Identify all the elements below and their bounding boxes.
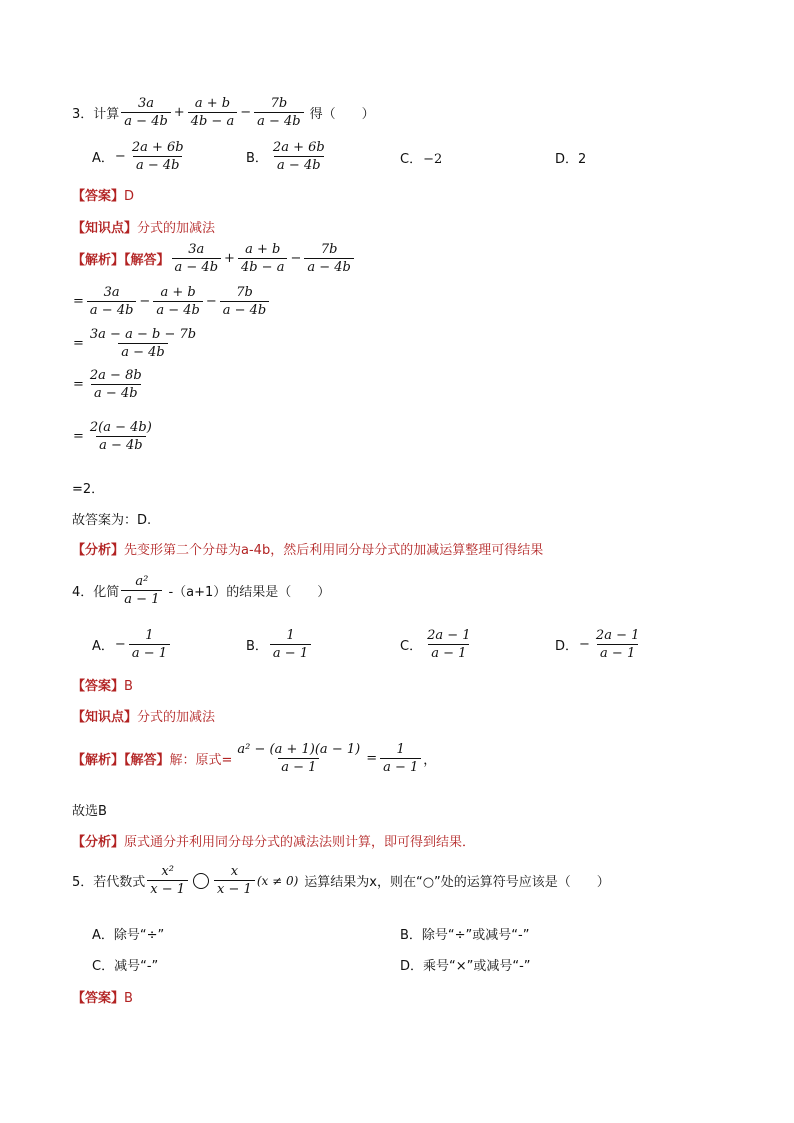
q3-option-d: D．2 — [555, 152, 587, 167]
q4-conclusion: 故选B — [72, 804, 107, 819]
q3-conclusion: 故答案为：D. — [72, 513, 152, 528]
q3-term-2: $\frac{a + b}{4b - a}$ — [188, 96, 238, 129]
q5-term-1: $\frac{\text{x²}}{x - 1}$ — [147, 864, 188, 897]
q5-term-2: $\frac{x}{x - 1}$ — [214, 864, 255, 897]
q3-step-1: = $\frac{3a}{a - 4b}$ − $\frac{a + b}{a - 4b}$ − $\frac{7b}{a - 4b}$ — [72, 285, 271, 318]
q4-knowledge-point: 【知识点】分式的加减法 — [72, 710, 216, 725]
q4-option-c: C． $\frac{2a - 1}{a - 1}$ — [400, 628, 471, 661]
q5-stem: 5．若代数式 $\frac{\text{x²}}{x - 1}$ $\frac{x}{x - 1}$ (x ≠ 0) 运算结果为x，则在“○”处的运算符号应该是（ ） — [72, 864, 610, 897]
q3-knowledge-point: 【知识点】分式的加减法 — [72, 221, 216, 236]
q4-option-b: B． $\frac{1}{a - 1}$ — [246, 628, 313, 661]
q3-step-3: = $\frac{2a - 8b}{a - 4b}$ — [73, 368, 142, 401]
q3-suffix: 得（ ） — [309, 107, 375, 122]
q4-term-1: $\frac{\text{a²}}{a - 1}$ — [121, 574, 162, 607]
q5-answer: 【答案】B — [72, 991, 133, 1006]
operator-circle-icon — [193, 873, 209, 889]
q5-option-d: D．乘号“×”或减号“-” — [400, 959, 531, 974]
q4-option-a: A． − $\frac{1}{a - 1}$ — [92, 628, 172, 661]
q5-option-a: A．除号“÷” — [92, 928, 165, 943]
q3-term-1: $\frac{3a}{a - 4b}$ — [121, 96, 171, 129]
q3-solution: 【解析】【解答】 $\frac{3a}{a - 4b}$ + $\frac{a + b}{4b - a}$ − $\frac{7b}{a - 4b}$ — [72, 242, 356, 275]
q3-option-c: C．−2 — [400, 152, 443, 167]
q3-final: =2． — [72, 482, 105, 497]
q4-option-d: D． − $\frac{2a - 1}{a - 1}$ — [555, 628, 640, 661]
q4-solution: 【解析】【解答】 解：原式= $\frac{\text{a² − (a + 1)(a − 1)}}{a - 1}$ = $\frac{1}{a - 1}$ ， — [72, 742, 437, 775]
q3-prefix: 3．计算 — [72, 107, 120, 122]
q3-step-4: = $\frac{2(a - 4b)}{a - 4b}$ — [73, 420, 152, 453]
q3-step-2: = $\frac{3a - a - b - 7b}{a - 4b}$ — [73, 327, 197, 360]
q5-option-b: B．除号“÷”或减号“-” — [400, 928, 530, 943]
q3-option-a: A． − $\frac{2a + 6b}{a - 4b}$ — [92, 140, 184, 173]
q4-stem: 4．化简 $\frac{\text{a²}}{a - 1}$ -（a+1）的结果是（ ） — [72, 574, 331, 607]
q3-answer: 【答案】D — [72, 189, 135, 204]
q3-stem: 3．计算 $\frac{3a}{a - 4b}$ + $\frac{a + b}{4b - a}$ − $\frac{7b}{a - 4b}$ 得（ ） — [72, 96, 375, 129]
q4-answer: 【答案】B — [72, 679, 133, 694]
q4-analysis: 【分析】原式通分并利用同分母分式的减法法则计算，即可得到结果． — [72, 835, 476, 850]
q3-term-3: $\frac{7b}{a - 4b}$ — [254, 96, 304, 129]
q3-analysis: 【分析】先变形第二个分母为a-4b，然后利用同分母分式的加减运算整理可得结果 — [72, 543, 544, 558]
q5-option-c: C．减号“-” — [92, 959, 159, 974]
q3-option-b: B． $\frac{2a + 6b}{a - 4b}$ — [246, 140, 325, 173]
